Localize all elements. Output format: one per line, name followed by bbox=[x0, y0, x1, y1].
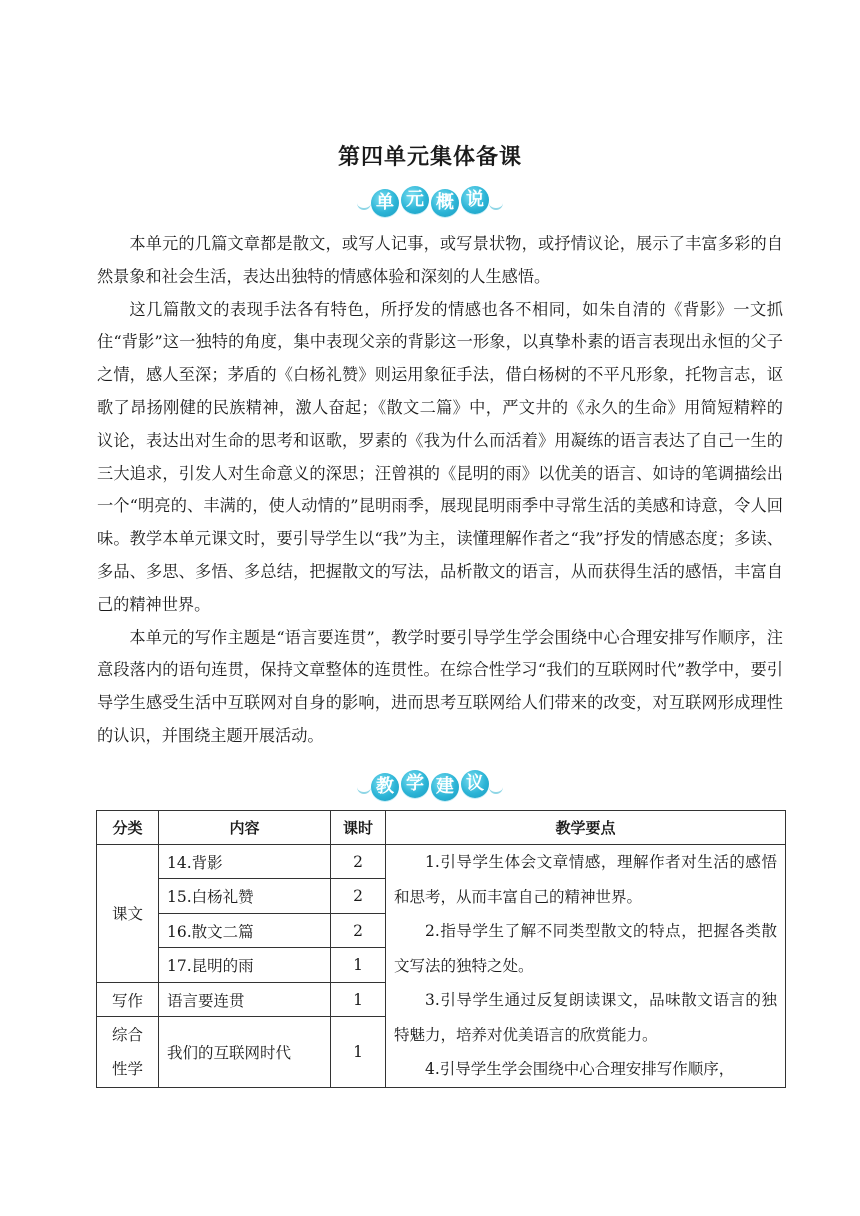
decor-swirl bbox=[357, 198, 371, 210]
teaching-point: 2.指导学生了解不同类型散文的特点，把握各类散文写法的独特之处。 bbox=[394, 922, 777, 975]
decor-swirl bbox=[489, 198, 503, 210]
category-line: 综合 bbox=[111, 1025, 143, 1044]
hours-cell: 1 bbox=[331, 948, 386, 982]
decor-swirl bbox=[357, 782, 371, 794]
category-cell bbox=[97, 1017, 159, 1087]
category-cell: 课文 bbox=[97, 845, 159, 983]
section-badge-teaching-suggestions bbox=[0, 770, 860, 810]
unit-overview-text bbox=[97, 228, 783, 753]
hours-cell: 2 bbox=[331, 879, 386, 913]
hours-cell: 1 bbox=[331, 982, 386, 1016]
decor-swirl bbox=[489, 782, 503, 794]
badge-char: 概 bbox=[431, 189, 459, 217]
paragraph: 本单元的几篇文章都是散文，或写人记事，或写景状物，或抒情议论，展示了丰富多彩的自然景象和社会生活，表达出独特的情感体验和深刻的人生感悟。 bbox=[97, 234, 783, 286]
paragraph: 本单元的写作主题是“语言要连贯”，教学时要引导学生学会围绕中心合理安排写作顺序，注意段落内的语句连贯，保持文章整体的连贯性。在综合性学习“我们的互联网时代”教学中，要引导学生感受生活中互联网对自身的影响，进而思考互联网给人们带来的改变，对互联网形成理性的认识，并围绕主题开展活动。 bbox=[97, 627, 783, 745]
badge-char: 说 bbox=[461, 186, 489, 214]
content-cell: 16.散文二篇 bbox=[159, 913, 331, 947]
content-cell: 14.背影 bbox=[159, 845, 331, 879]
badge-char: 单 bbox=[371, 189, 399, 217]
content-cell: 15.白杨礼赞 bbox=[159, 879, 331, 913]
hours-cell: 1 bbox=[331, 1017, 386, 1087]
header-cell: 分类 bbox=[97, 811, 159, 845]
content-cell: 语言要连贯 bbox=[159, 982, 331, 1016]
category-cell: 写作 bbox=[97, 982, 159, 1016]
hours-cell: 2 bbox=[331, 913, 386, 947]
header-cell: 内容 bbox=[159, 811, 331, 845]
table-row bbox=[97, 845, 786, 879]
content-cell: 17.昆明的雨 bbox=[159, 948, 331, 982]
hours-cell: 2 bbox=[331, 845, 386, 879]
teaching-point: 3.引导学生通过反复朗读课文，品味散文语言的独特魅力，培养对优美语言的欣赏能力。 bbox=[394, 991, 777, 1044]
badge-char: 议 bbox=[461, 770, 489, 798]
teaching-point: 4.引导学生学会围绕中心合理安排写作顺序， bbox=[425, 1060, 735, 1078]
paragraph: 这几篇散文的表现手法各有特色，所抒发的情感也各不相同，如朱自清的《背影》一文抓住“背影”这一独特的角度，集中表现父亲的背影这一形象，以真挚朴素的语言表现出永恒的父子之情，感人至深；茅盾的《白杨礼赞》则运用象征手法，借白杨树的不平凡形象，托物言志，讴歌了昂扬刚健的民族精神，激人奋起；《散文二篇》中，严文井的《永久的生命》用简短精粹的议论，表达出对生命的思考和讴歌，罗素的《我为什么而活着》用凝练的语言表达了自己一生的三大追求，引发人对生命意义的深思；汪曾祺的《昆明的雨》以优美的语言、如诗的笔调描绘出一个“明亮的、丰满的，使人动情的”昆明雨季，展现昆明雨季中寻常生活的美感和诗意，令人回味。教学本单元课文时，要引导学生以“我”为主，读懂理解作者之“我”抒发的情感态度；多读、多品、多思、多悟、多总结，把握散文的写法，品析散文的语言，从而获得生活的感悟，丰富自己的精神世界。 bbox=[97, 299, 783, 614]
content-cell: 我们的互联网时代 bbox=[159, 1017, 331, 1087]
badge-char: 建 bbox=[431, 773, 459, 801]
badge-char: 元 bbox=[401, 186, 429, 214]
header-cell: 课时 bbox=[331, 811, 386, 845]
badge-char: 教 bbox=[371, 773, 399, 801]
teaching-plan-table bbox=[96, 810, 786, 1088]
table-header-row bbox=[97, 811, 786, 845]
teaching-points-cell bbox=[386, 845, 786, 1088]
category-line: 性学 bbox=[111, 1059, 143, 1078]
section-badge-unit-overview bbox=[0, 186, 860, 226]
teaching-point: 1.引导学生体会文章情感，理解作者对生活的感悟和思考，从而丰富自己的精神世界。 bbox=[394, 853, 777, 906]
header-cell: 教学要点 bbox=[386, 811, 786, 845]
badge-char: 学 bbox=[401, 770, 429, 798]
page-title: 第四单元集体备课 bbox=[337, 145, 522, 170]
